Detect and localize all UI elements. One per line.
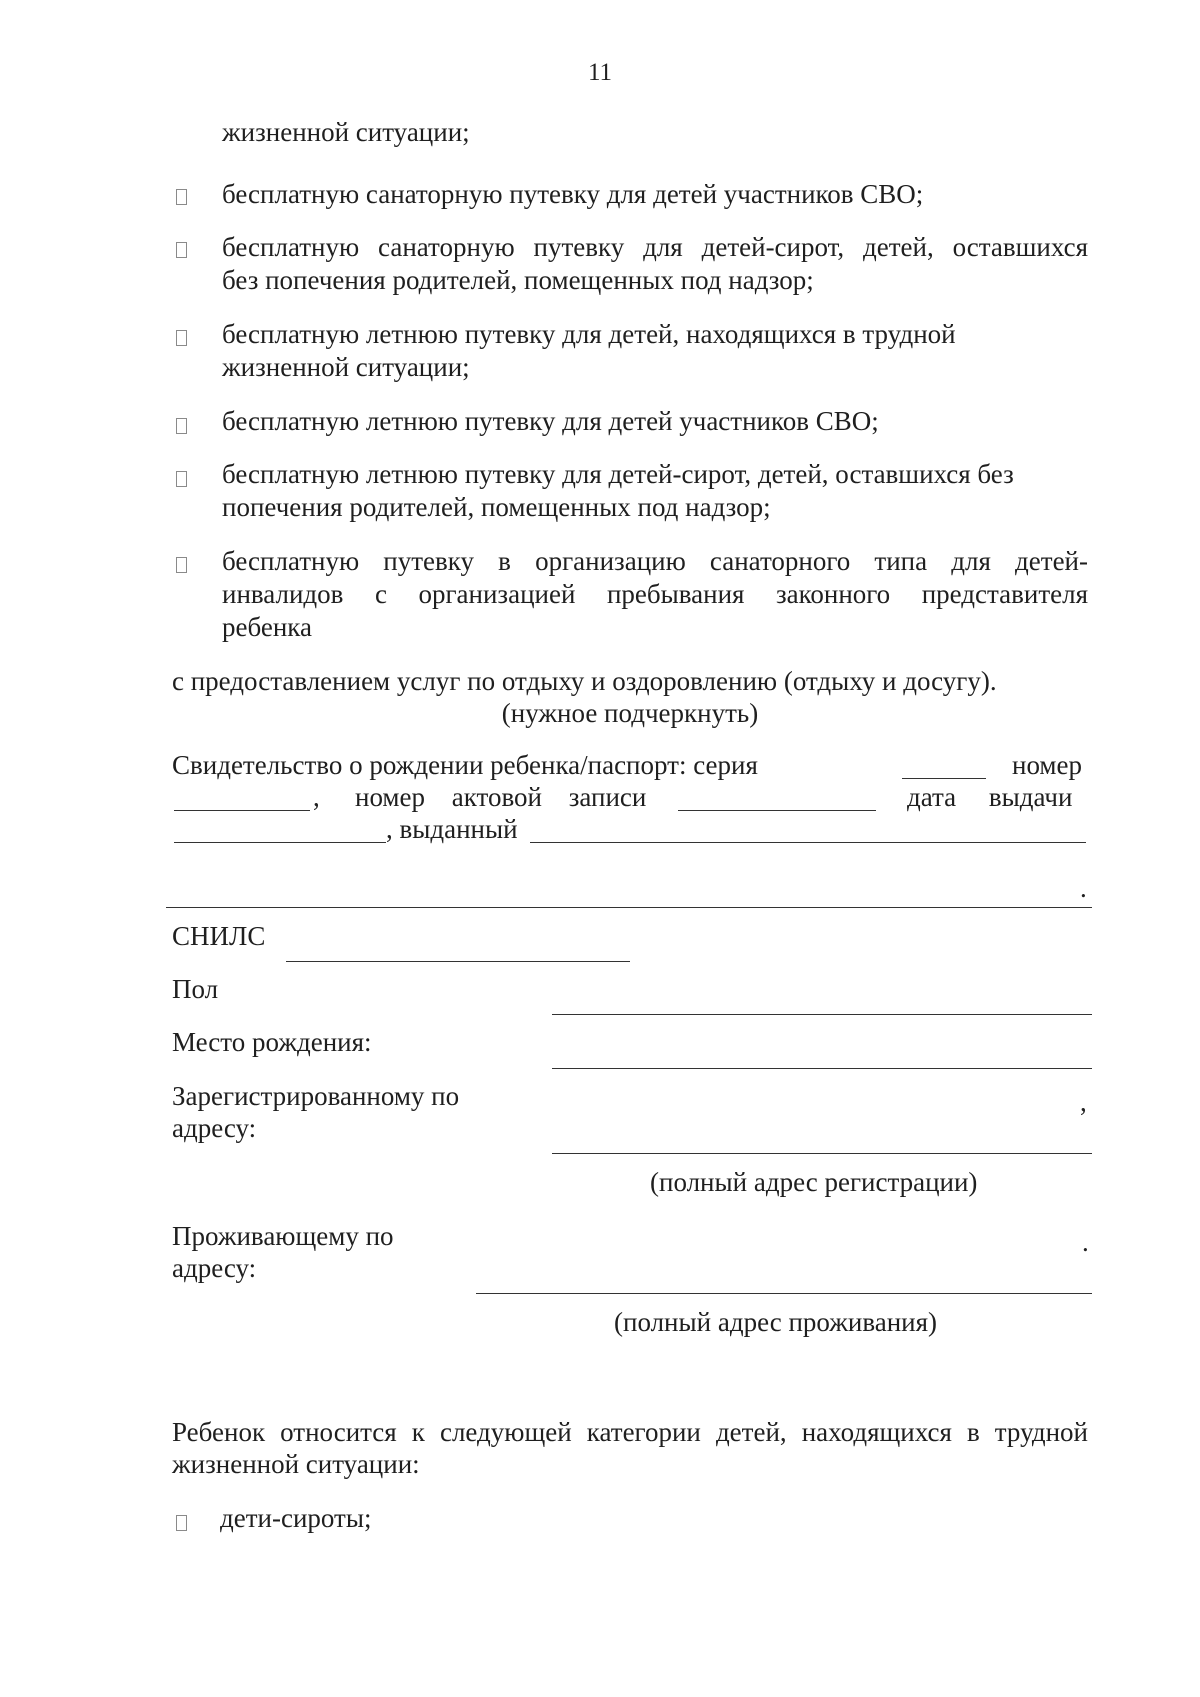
category-intro-line-2: жизненной ситуации: [172, 1449, 420, 1479]
option-6-line-3: ребенка [222, 612, 312, 642]
checkbox-option-5[interactable] [176, 471, 187, 487]
services-line: с предоставлением услуг по отдыху и оздоровлению (отдыху и досугу). [172, 666, 997, 696]
registered-address-field[interactable] [552, 1153, 1092, 1154]
option-2-text [222, 231, 1088, 297]
option-4-text [222, 405, 1088, 438]
certificate-comma: , [313, 782, 320, 812]
option-3-line-2: жизненной ситуации; [222, 352, 470, 382]
category-1-text: дети-сироты; [220, 1503, 372, 1533]
option-2-line-1: бесплатную санаторную путевку для детей-сирот, детей, оставшихся [222, 232, 1088, 262]
living-caption: (полный адрес проживания) [614, 1307, 938, 1337]
registered-label-line-1: Зарегистрированному по [172, 1081, 460, 1111]
record-number-label: номер актовой записи [355, 782, 647, 812]
checkbox-category-1[interactable] [176, 1515, 187, 1531]
option-3-text [222, 318, 1088, 384]
option-3-line-1: бесплатную летнюю путевку для детей, находящихся в трудной [222, 319, 956, 349]
option-5-line-1: бесплатную летнюю путевку для детей-сирот, детей, оставшихся без [222, 459, 1014, 489]
issued-by-field-continuation[interactable] [166, 907, 1092, 908]
checkbox-option-6[interactable] [176, 557, 187, 573]
certificate-label: Свидетельство о рождении ребенка/паспорт: серия [172, 750, 758, 780]
living-label-line-2: адресу: [172, 1253, 257, 1283]
checkbox-option-3[interactable] [176, 330, 187, 346]
option-4-line-1: бесплатную летнюю путевку для детей участников СВО; [222, 406, 879, 436]
category-intro-line-1: Ребенок относится к следующей категории детей, находящихся в трудной [172, 1417, 1088, 1447]
issue-date-label: дата выдачи [907, 782, 1073, 812]
record-number-field[interactable] [678, 810, 876, 811]
living-dot: . [1082, 1227, 1089, 1257]
option-5-text [222, 458, 1088, 524]
issue-date-field[interactable] [174, 842, 386, 843]
page-number: 11 [587, 59, 613, 86]
snils-field[interactable] [286, 961, 630, 962]
certificate-end-dot: . [1080, 873, 1087, 903]
birthplace-label: Место рождения: [172, 1027, 372, 1057]
issued-by-field[interactable] [530, 842, 1086, 843]
certificate-series-field[interactable] [902, 778, 986, 779]
registered-label-line-2: адресу: [172, 1113, 257, 1143]
option-5-line-2: попечения родителей, помещенных под надзор; [222, 492, 771, 522]
option-6-line-2: инвалидов с организацией пребывания законного представителя [222, 579, 1088, 609]
option-6-line-1: бесплатную путевку в организацию санаторного типа для детей- [222, 546, 1088, 576]
certificate-number-label: номер [1012, 750, 1083, 780]
living-label-line-1: Проживающему по [172, 1221, 394, 1251]
issued-by-label: , выданный [386, 814, 518, 844]
birthplace-field[interactable] [552, 1068, 1092, 1069]
option-6-text [222, 545, 1088, 644]
checkbox-option-2[interactable] [176, 242, 187, 258]
option-1-text [222, 178, 1088, 211]
living-address-field[interactable] [476, 1293, 1092, 1294]
option-1-line-1: бесплатную санаторную путевку для детей участников СВО; [222, 179, 924, 209]
checkbox-option-1[interactable] [176, 189, 187, 205]
sex-label: Пол [172, 974, 219, 1004]
snils-label: СНИЛС [172, 921, 266, 951]
certificate-number-field[interactable] [174, 810, 310, 811]
option-2-line-2: без попечения родителей, помещенных под надзор; [222, 265, 814, 295]
underline-note: (нужное подчеркнуть) [501, 698, 759, 728]
registered-comma: , [1080, 1087, 1087, 1117]
checkbox-option-4[interactable] [176, 418, 187, 434]
sex-field[interactable] [552, 1014, 1092, 1015]
continuation-line: жизненной ситуации; [222, 117, 470, 147]
registered-caption: (полный адрес регистрации) [650, 1167, 978, 1197]
